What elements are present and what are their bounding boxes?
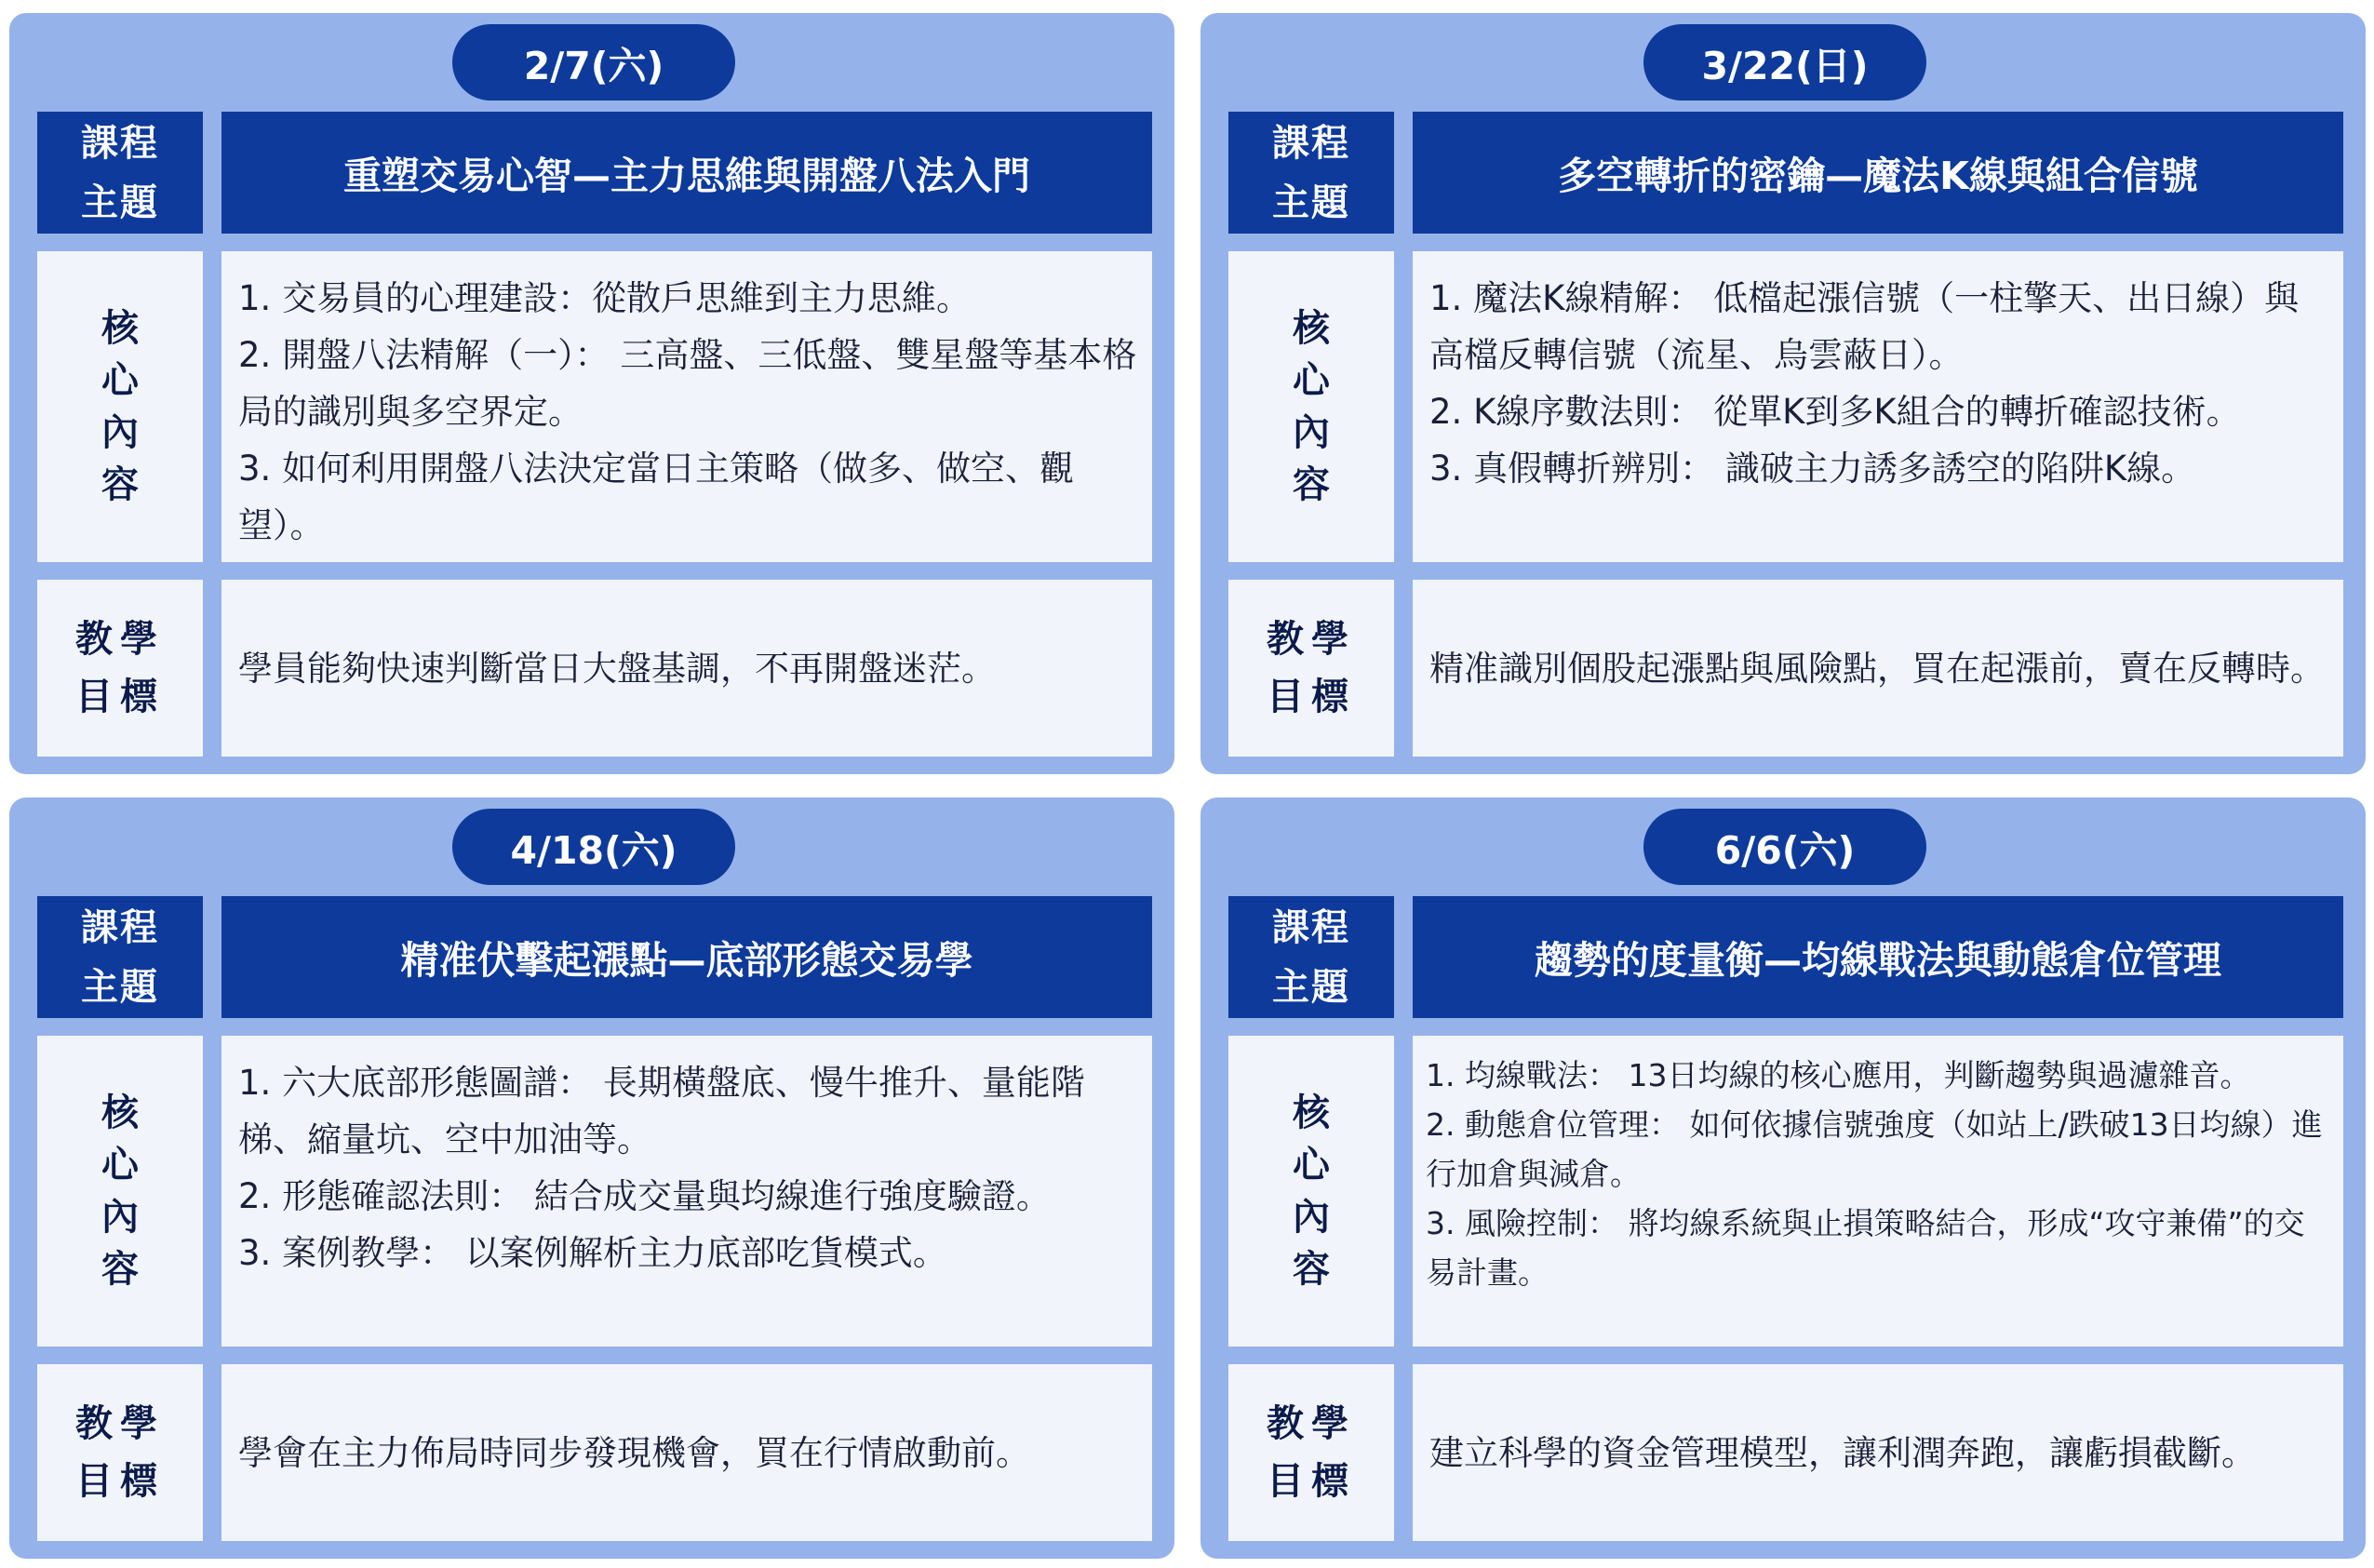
core-content-list [221, 251, 1152, 562]
core-content-label [1228, 251, 1394, 562]
course-topic-title: 精准伏擊起漲點—底部形態交易學 [221, 896, 1152, 1018]
core-content-label-text: 核心內容 [101, 1092, 139, 1291]
core-content-list [1413, 251, 2343, 562]
teaching-goal-text: 精准識別個股起漲點與風險點，買在起漲前，賣在反轉時。 [1413, 580, 2343, 757]
core-content-label [1228, 1036, 1394, 1347]
session-card-3 [9, 797, 1174, 1559]
core-content-label-text: 核心內容 [1293, 1092, 1330, 1291]
session-date-badge: 6/6(六) [1643, 809, 1926, 885]
core-content-item: 1. 六大底部形態圖譜： 長期橫盤底、慢牛推升、量能階梯、縮量坑、空中加油等。 [238, 1063, 1085, 1159]
session-card-4 [1200, 797, 2366, 1559]
teaching-goal-text: 學員能夠快速判斷當日大盤基調，不再開盤迷茫。 [221, 580, 1152, 757]
session-date-badge: 3/22(日) [1643, 24, 1926, 101]
core-content-item: 1. 魔法K線精解： 低檔起漲信號（一柱擎天、出日線）與高檔反轉信號（流星、烏雲蔽日）。 [1429, 278, 2300, 375]
session-card-1 [9, 13, 1174, 774]
course-topic-label: 課程 主題 [1228, 896, 1394, 1018]
core-content-item: 2. K線序數法則： 從單K到多K組合的轉折確認技術。 [1429, 392, 2241, 432]
core-content-item: 3. 如何利用開盤八法決定當日主策略（做多、做空、觀望）。 [238, 449, 1075, 545]
core-content-item: 1. 交易員的心理建設：從散戶思維到主力思維。 [238, 278, 972, 318]
core-content-item: 2. 形態確認法則： 結合成交量與均線進行強度驗證。 [238, 1176, 1051, 1216]
core-content-label [37, 251, 203, 562]
core-content-item: 1. 均線戰法： 13日均線的核心應用，判斷趨勢與過濾雜音。 [1426, 1057, 2251, 1093]
session-date-badge: 4/18(六) [452, 809, 735, 885]
core-content-item: 3. 風險控制： 將均線系統與止損策略結合，形成“攻守兼備”的交易計畫。 [1426, 1205, 2305, 1291]
teaching-goal-label: 教學 目標 [1228, 1364, 1394, 1541]
core-content-list [1413, 1036, 2343, 1347]
session-date-badge: 2/7(六) [452, 24, 735, 101]
course-topic-title: 多空轉折的密鑰—魔法K線與組合信號 [1413, 112, 2343, 234]
core-content-item: 3. 案例教學： 以案例解析主力底部吃貨模式。 [238, 1233, 947, 1273]
teaching-goal-text: 學會在主力佈局時同步發現機會，買在行情啟動前。 [221, 1364, 1152, 1541]
core-content-label-text: 核心內容 [101, 307, 139, 506]
core-content-label [37, 1036, 203, 1347]
teaching-goal-text: 建立科學的資金管理模型，讓利潤奔跑，讓虧損截斷。 [1413, 1364, 2343, 1541]
teaching-goal-label: 教學 目標 [37, 580, 203, 757]
course-topic-title: 趨勢的度量衡—均線戰法與動態倉位管理 [1413, 896, 2343, 1018]
course-topic-label: 課程 主題 [37, 896, 203, 1018]
core-content-label-text: 核心內容 [1293, 307, 1330, 506]
core-content-item: 2. 動態倉位管理： 如何依據信號強度（如站上/跌破13日均線）進行加倉與減倉。 [1426, 1106, 2323, 1192]
core-content-item: 3. 真假轉折辨別： 識破主力誘多誘空的陷阱K線。 [1429, 449, 2196, 489]
course-topic-label: 課程 主題 [37, 112, 203, 234]
course-topic-title: 重塑交易心智—主力思維與開盤八法入門 [221, 112, 1152, 234]
teaching-goal-label: 教學 目標 [37, 1364, 203, 1541]
session-card-2 [1200, 13, 2366, 774]
core-content-item: 2. 開盤八法精解（一）： 三高盤、三低盤、雙星盤等基本格局的識別與多空界定。 [238, 335, 1137, 432]
core-content-list [221, 1036, 1152, 1347]
course-topic-label: 課程 主題 [1228, 112, 1394, 234]
teaching-goal-label: 教學 目標 [1228, 580, 1394, 757]
